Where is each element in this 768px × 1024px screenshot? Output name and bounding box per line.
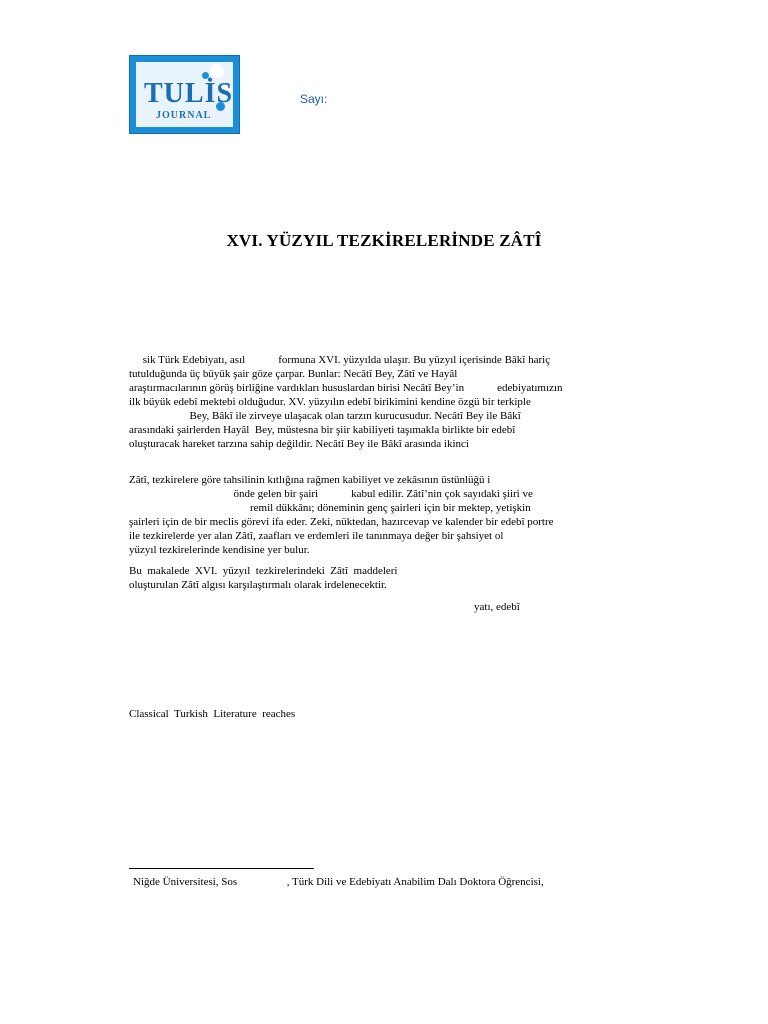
journal-logo: [129, 55, 240, 134]
article-title: XVI. YÜZYIL TEZKİRELERİNDE ZÂTÎ: [226, 231, 542, 250]
logo-subtitle: JOURNAL: [156, 110, 212, 121]
text-line: arasındaki şairlerden Hayâl Bey, müstesna bir şiir kabiliyeti taşımakla birlikte bir edebî: [129, 424, 516, 436]
text-line: sik Türk Edebiyatı, asıl formuna XVI. yüzyılda ulaşır. Bu yüzyıl içerisinde Bâkî hariç: [129, 354, 551, 366]
text-line: Zâtî, tezkirelere göre tahsilinin kıtlığına rağmen kabiliyet ve zekâsının üstünlüğü i: [129, 474, 491, 486]
text-line: Bey, Bâkî ile zirveye ulaşacak olan tarzın kurucusudur. Necâtî Bey ile Bâkî: [129, 410, 521, 422]
logo-title: TULİS: [144, 78, 234, 109]
keywords: [474, 600, 594, 614]
text-line: tutulduğunda üç büyük şair göze çarpar. Bunlar: Necâtî Bey, Zâtî ve Hayâl: [129, 368, 458, 380]
abstract-paragraph-1: [129, 353, 641, 451]
issue-label: Sayı:: [300, 92, 328, 106]
abstract-paragraph-2: [129, 473, 641, 557]
text-line: remil dükkânı; döneminin genç şairleri için bir mektep, yetişkin: [129, 502, 531, 514]
text-line: şairleri için de bir meclis görevi ifa eder. Zeki, nüktedan, hazırcevap ve kalender bir edebî portre: [129, 516, 554, 528]
text-line: ilk büyük edebî mektebi olduğudur. XV. yüzyılın edebî birikimini kendine özgü bir terkiple: [129, 396, 531, 408]
logo-dot: [210, 64, 224, 78]
footnote-rule: [129, 868, 314, 869]
keywords-text: yatı, edebî: [474, 601, 520, 613]
text-line: Bu makalede XVI. yüzyıl tezkirelerindeki Zâtî maddeleri: [129, 565, 398, 577]
abstract-paragraph-3: [129, 564, 641, 592]
text-line: yüzyıl tezkirelerinde kendisine yer bulur.: [129, 544, 310, 556]
text-line: oluşturacak hareket tarzına sahip değildir. Necâtî Bey ile Bâkî arasında ikinci: [129, 438, 469, 450]
text-line: önde gelen bir şairi kabul edilir. Zâtî’nin çok sayıdaki şiiri ve: [129, 488, 533, 500]
text-line: ile tezkirelerde yer alan Zâtî, zaafları ve erdemleri ile tanınmaya değer bir şahsiyet ol: [129, 530, 504, 542]
text-line: araştırmacılarının görüş birliğine vardıkları hususlardan birisi Necâtî Bey’in edebiyatımızın: [129, 382, 563, 394]
text-line: oluşturulan Zâtî algısı karşılaştırmalı olarak irdelenecektir.: [129, 579, 387, 591]
english-abstract: [129, 707, 641, 721]
text-line: Classical Turkish Literature reaches: [129, 708, 296, 720]
footnote: Niğde Üniversitesi, Sos , Türk Dili ve Edebiyatı Anabilim Dalı Doktora Öğrencisi,: [133, 876, 544, 888]
